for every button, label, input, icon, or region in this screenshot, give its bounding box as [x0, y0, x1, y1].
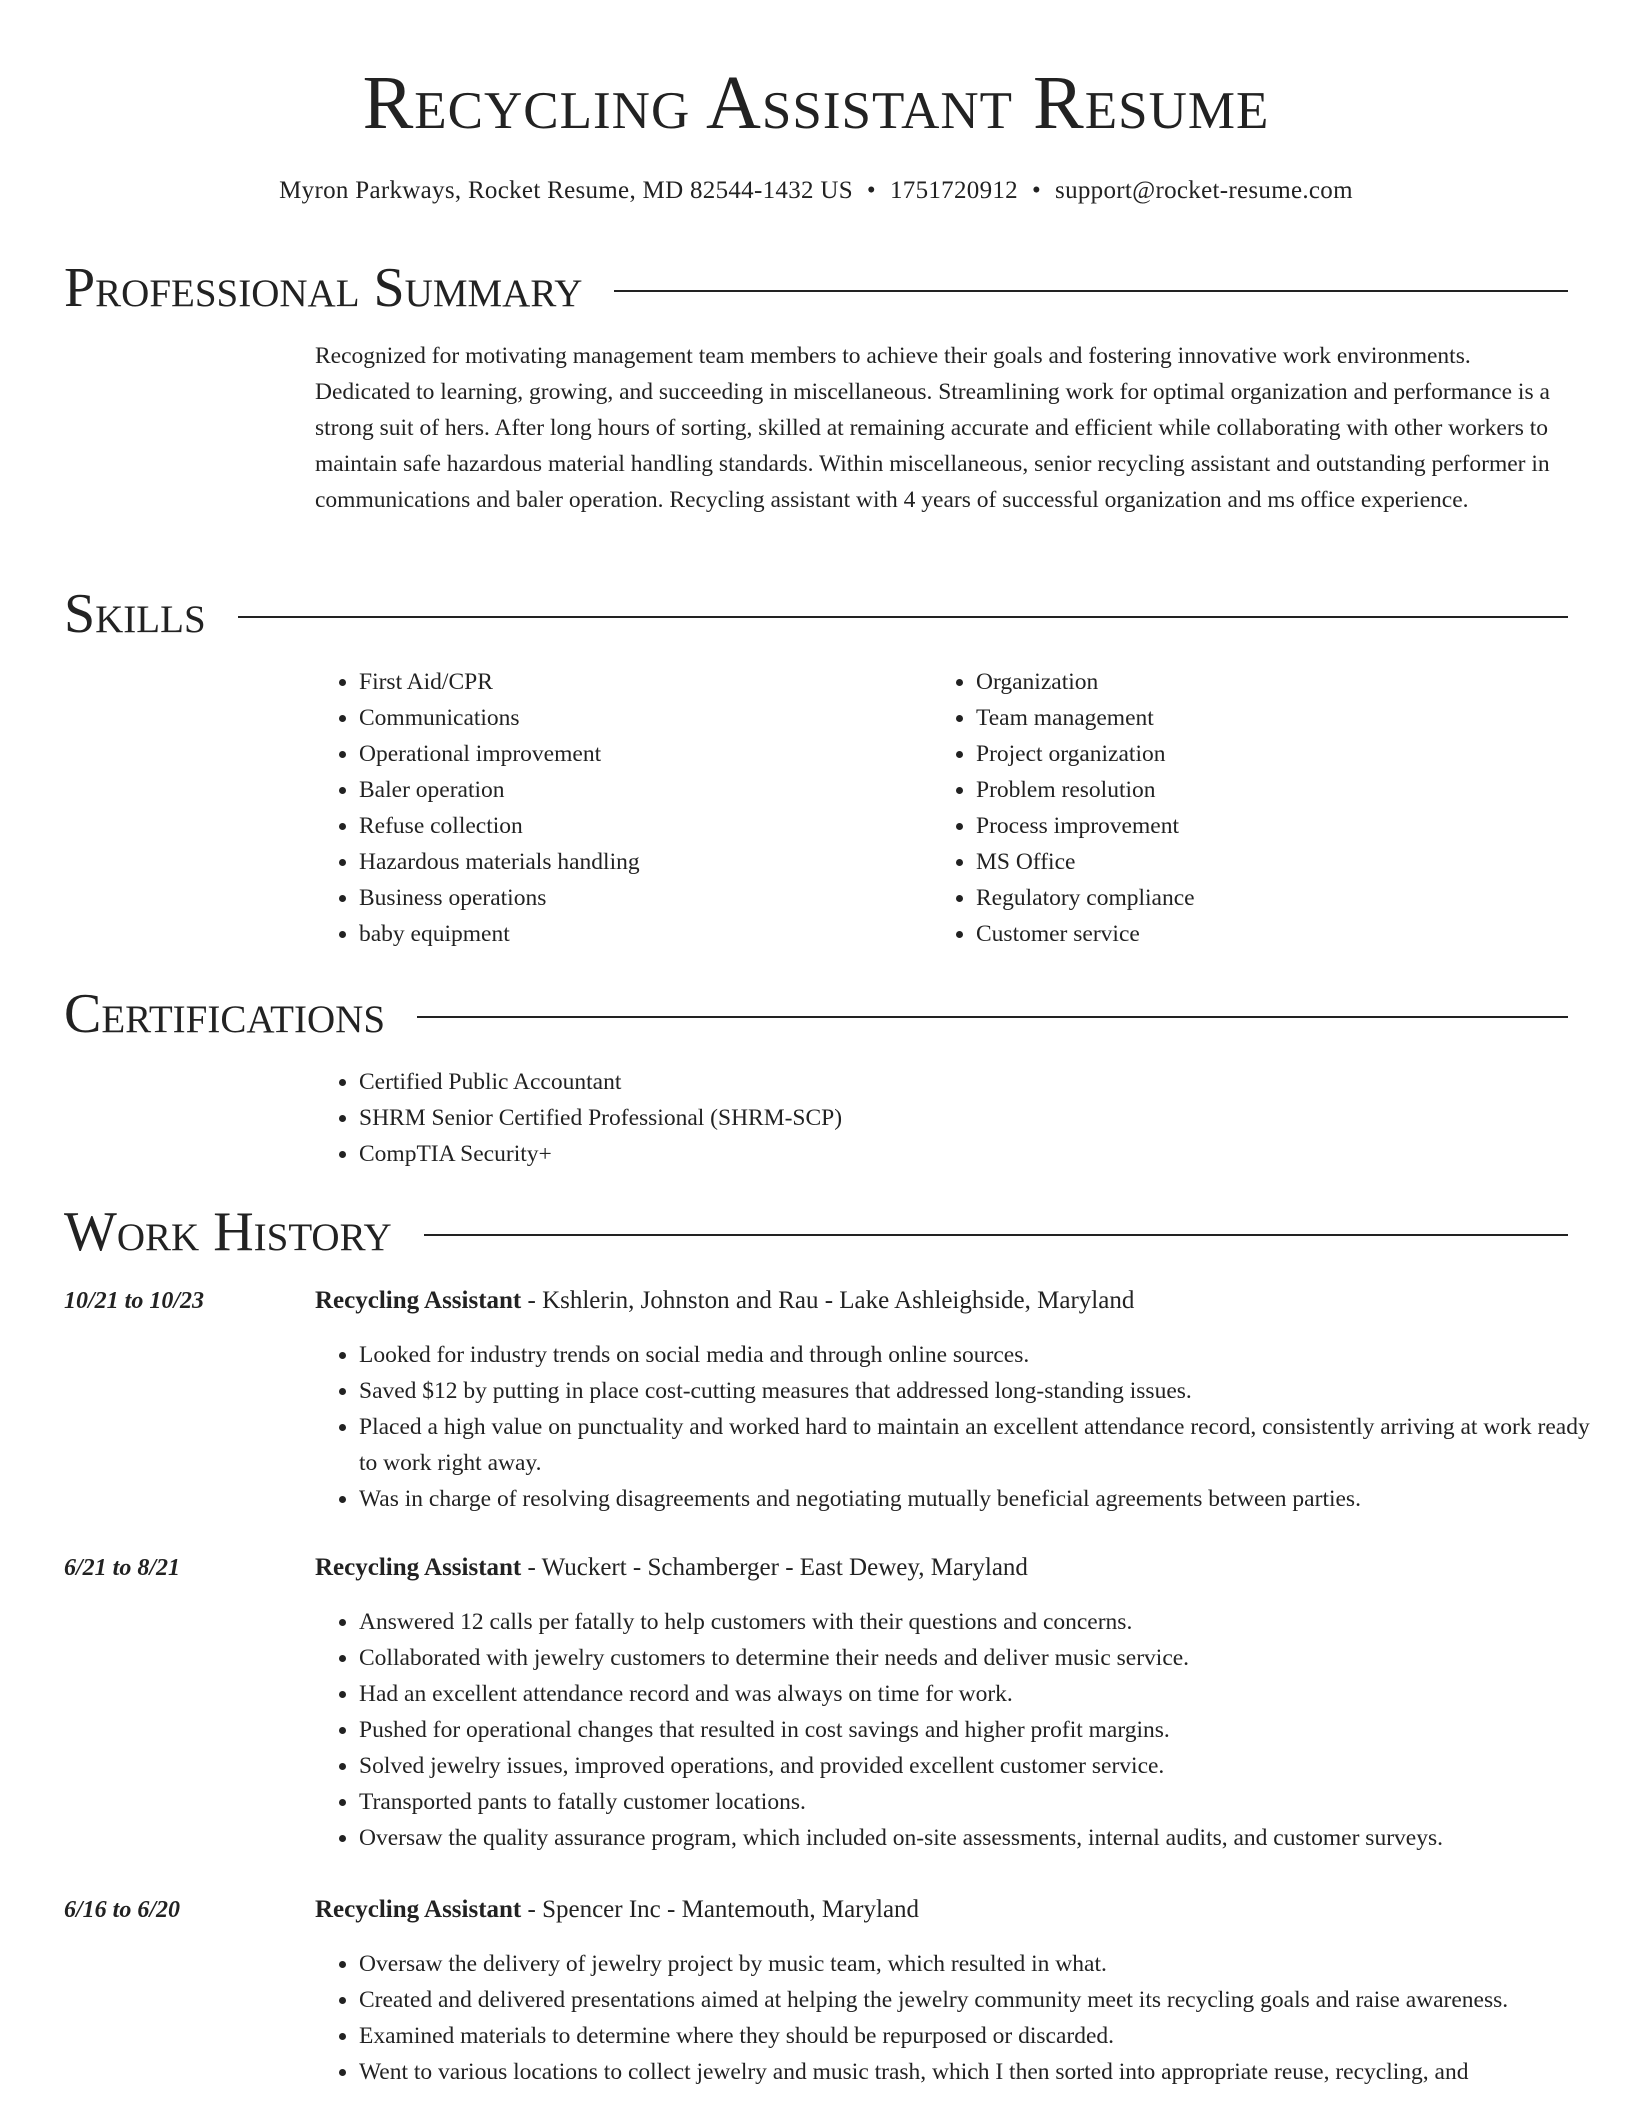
- section-divider: [238, 616, 1568, 618]
- skill-item: • Hazardous materials handling: [359, 844, 919, 880]
- job-heading: [315, 1550, 1028, 1586]
- section-title: Skills: [64, 583, 206, 645]
- section-header-summary: [64, 256, 1568, 320]
- job-bullets: [315, 1604, 1609, 1856]
- job-bullet: • Collaborated with jewelry customers to determine their needs and deliver music service.: [359, 1640, 1609, 1676]
- job-heading: [315, 1892, 919, 1928]
- job-bullet: • Was in charge of resolving disagreements and negotiating mutually beneficial agreements between parties.: [359, 1481, 1609, 1517]
- separator: •: [1031, 177, 1042, 204]
- job-details: - Kshlerin, Johnston and Rau - Lake Ashleighside, Maryland: [521, 1287, 1135, 1314]
- job-bullet: • Saved $12 by putting in place cost-cutting measures that addressed long-standing issues.: [359, 1373, 1609, 1409]
- skill-item: • Team management: [976, 700, 1576, 736]
- phone: 1751720912: [889, 177, 1018, 204]
- skill-item: • Problem resolution: [976, 772, 1576, 808]
- job-bullet: • Placed a high value on punctuality and worked hard to maintain an excellent attendance record, consistently arriving at work ready to work right away.: [359, 1409, 1609, 1481]
- job-bullets: [315, 1946, 1609, 2090]
- skill-item: • First Aid/CPR: [359, 664, 919, 700]
- section-header-work-history: [64, 1200, 1568, 1264]
- job-bullet: • Looked for industry trends on social media and through online sources.: [359, 1337, 1609, 1373]
- job-title: Recycling Assistant: [315, 1896, 522, 1923]
- skill-item: • Customer service: [976, 916, 1576, 952]
- section-divider: [614, 290, 1568, 292]
- job-heading: [315, 1283, 1134, 1319]
- skill-item: • Process improvement: [976, 808, 1576, 844]
- job-bullets: [315, 1337, 1609, 1517]
- separator: •: [866, 177, 876, 204]
- email: support@rocket-resume.com: [1055, 177, 1353, 204]
- job-bullet: • Oversaw the delivery of jewelry project by music team, which resulted in what.: [359, 1946, 1609, 1982]
- certifications-list: [315, 1064, 842, 1172]
- job-bullet: • Created and delivered presentations aimed at helping the jewelry community meet its recycling goals and raise awareness.: [359, 1982, 1609, 2018]
- job-bullet: • Examined materials to determine where they should be repurposed or discarded.: [359, 2018, 1609, 2054]
- skill-item: • Refuse collection: [359, 808, 919, 844]
- certification-item: • Certified Public Accountant: [359, 1064, 842, 1100]
- skill-item: • MS Office: [976, 844, 1576, 880]
- skill-item: • Baler operation: [359, 772, 919, 808]
- job-bullet: • Oversaw the quality assurance program, which included on-site assessments, internal audits, and customer surveys.: [359, 1820, 1609, 1856]
- skill-item: • Project organization: [976, 736, 1576, 772]
- skill-item: • Business operations: [359, 880, 919, 916]
- job-bullet: • Solved jewelry issues, improved operations, and provided excellent customer service.: [359, 1748, 1609, 1784]
- section-header-certifications: [64, 982, 1568, 1046]
- job-dates: 6/16 to 6/20: [64, 1897, 181, 1923]
- job-bullet: • Answered 12 calls per fatally to help customers with their questions and concerns.: [359, 1604, 1609, 1640]
- certification-item: • CompTIA Security+: [359, 1136, 842, 1172]
- certification-item: • SHRM Senior Certified Professional (SHRM-SCP): [359, 1100, 842, 1136]
- section-divider: [417, 1016, 1568, 1018]
- summary-text: Recognized for motivating management team members to achieve their goals and fostering innovative work environments. Dedicated to learning, growing, and succeeding in miscellaneous. Streamlining work for optimal organization and performance is a strong suit of hers. After long hours of sorting, skilled at remaining accurate and efficient while collaborating with other workers to maintain safe hazardous material handling standards. Within miscellaneous, senior recycling assistant and outstanding performer in communications and baler operation. Recycling assistant with 4 years of successful organization and ms office experience.: [315, 343, 1550, 513]
- skills-list-right: [932, 664, 1576, 952]
- job-details: - Wuckert - Schamberger - East Dewey, Maryland: [521, 1554, 1028, 1581]
- section-header-skills: [64, 582, 1568, 646]
- job-details: - Spencer Inc - Mantemouth, Maryland: [521, 1896, 920, 1923]
- job-dates: 10/21 to 10/23: [64, 1288, 205, 1314]
- skills-list-left: [315, 664, 919, 952]
- skill-item: • Regulatory compliance: [976, 880, 1576, 916]
- skill-item: • Organization: [976, 664, 1576, 700]
- job-bullet: • Pushed for operational changes that resulted in cost savings and higher profit margins.: [359, 1712, 1609, 1748]
- job-bullet: • Went to various locations to collect jewelry and music trash, which I then sorted into appropriate reuse, recycling, and: [359, 2054, 1609, 2090]
- job-title: Recycling Assistant: [315, 1287, 522, 1314]
- skill-item: • Communications: [359, 700, 919, 736]
- job-dates: 6/21 to 8/21: [64, 1555, 181, 1581]
- section-title: Work History: [64, 1201, 392, 1263]
- section-title: Professional Summary: [64, 257, 583, 319]
- address: Myron Parkways, Rocket Resume, MD 82544-1432 US: [279, 177, 853, 204]
- contact-line: [0, 174, 1632, 208]
- skill-item: • Operational improvement: [359, 736, 919, 772]
- resume-title: Recycling Assistant Resume: [362, 61, 1270, 145]
- section-title: Certifications: [64, 983, 386, 1045]
- job-bullet: • Had an excellent attendance record and was always on time for work.: [359, 1676, 1609, 1712]
- skill-item: • baby equipment: [359, 916, 919, 952]
- job-bullet: • Transported pants to fatally customer locations.: [359, 1784, 1609, 1820]
- job-title: Recycling Assistant: [315, 1554, 522, 1581]
- section-divider: [424, 1234, 1568, 1236]
